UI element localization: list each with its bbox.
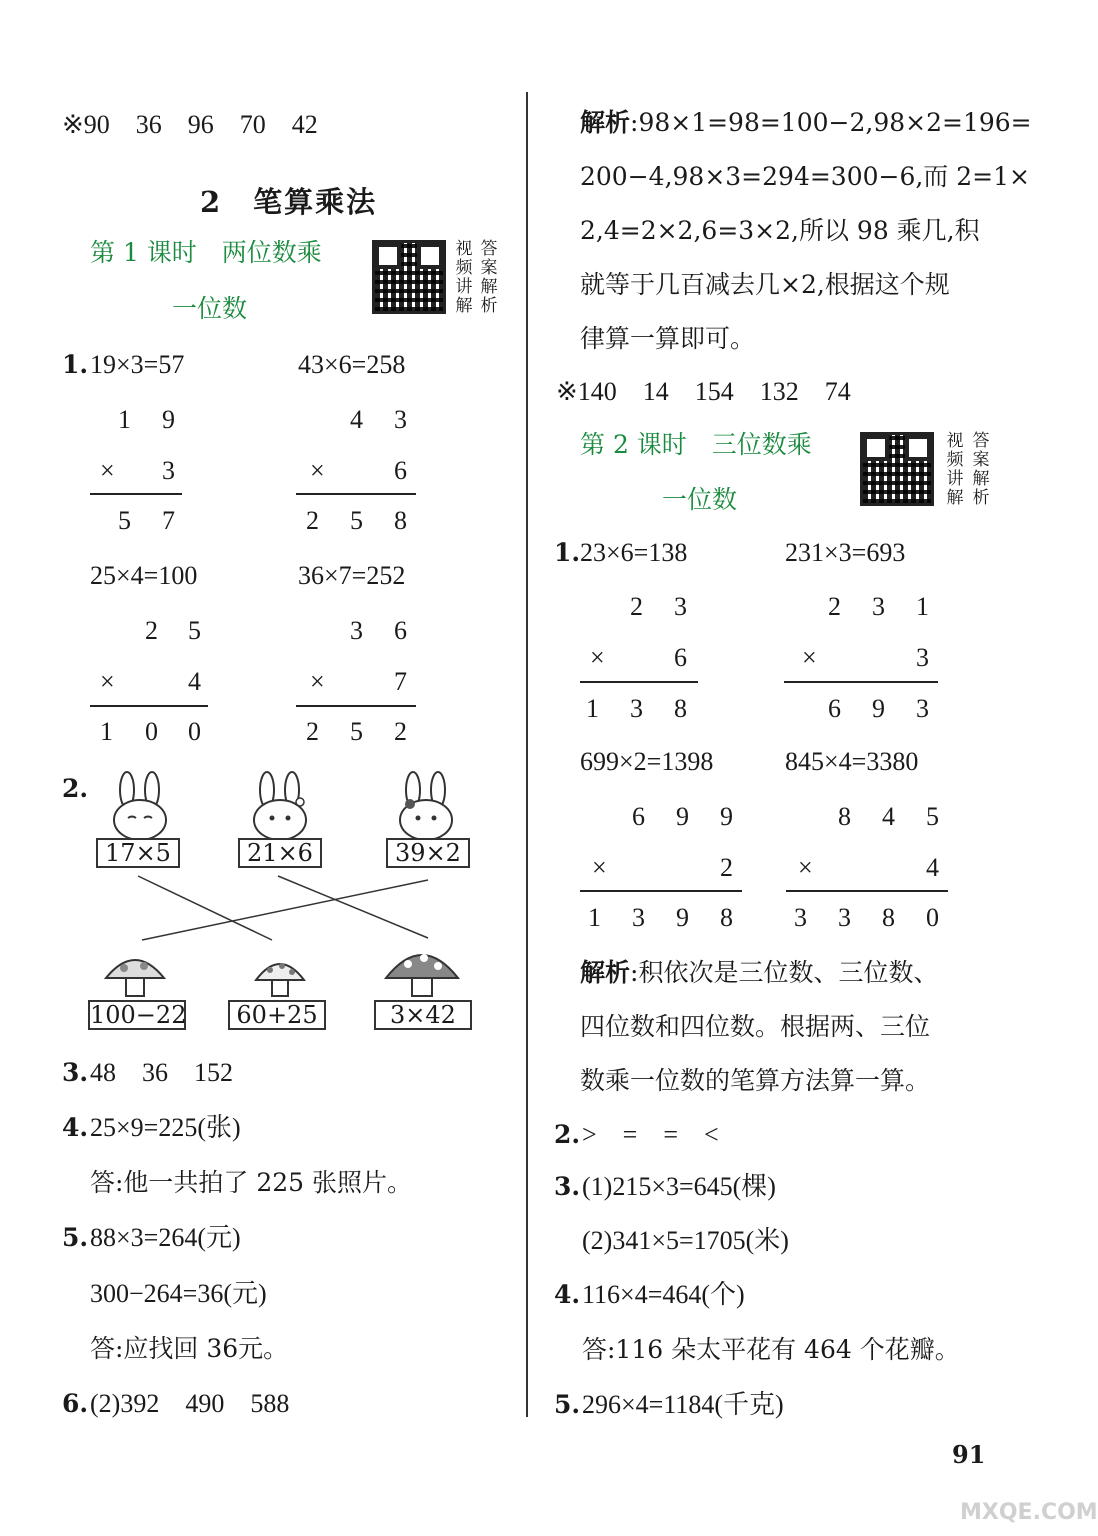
digit: 9	[676, 903, 689, 932]
times-sign: ×	[802, 643, 817, 672]
digit: 4	[882, 802, 895, 831]
digit: 8	[882, 903, 895, 932]
digit: 3	[632, 903, 645, 932]
digit: 5	[118, 506, 131, 535]
lesson-heading-2: 第 2 课时 三位数乘	[580, 430, 812, 459]
analysis-text: 数乘一位数的笔算方法算一算。	[580, 1066, 931, 1095]
digit: 5	[926, 802, 939, 831]
digit: 1	[118, 405, 131, 434]
answer-sentence: 答:116 朵太平花有 464 个花瓣。	[582, 1335, 960, 1364]
section-title: 2 笔算乘法	[200, 185, 378, 219]
equation: 116×4=464(个)	[582, 1280, 745, 1309]
question-number: 5.	[554, 1390, 581, 1419]
answer-sentence: 答:他一共拍了 225 张照片。	[90, 1168, 413, 1197]
digit: 3	[794, 903, 807, 932]
answer-text: 48 36 152	[90, 1058, 234, 1087]
matching-lines	[130, 872, 450, 944]
bunny-icon	[100, 772, 180, 838]
digit: 4	[188, 667, 201, 696]
question-number: 6.	[62, 1389, 89, 1418]
digit: 6	[394, 456, 407, 485]
digit: 2	[306, 506, 319, 535]
expression-box: 17×5	[96, 838, 180, 868]
digit: 3	[872, 592, 885, 621]
digit: 9	[872, 694, 885, 723]
mushroom-icon	[252, 954, 308, 1000]
analysis-text: :98×1=98=100−2,98×2=196=	[630, 108, 1032, 137]
qr-label-answer: 答案解析	[480, 239, 498, 316]
times-sign: ×	[592, 853, 607, 882]
lesson-heading-2-cont: 一位数	[662, 485, 738, 514]
answer-sentence: 答:应找回 36元。	[90, 1334, 289, 1363]
vertical-rule	[580, 681, 698, 683]
digit: 8	[674, 694, 687, 723]
question-number: 4.	[554, 1280, 581, 1309]
equation: 25×4=100	[90, 561, 198, 590]
times-sign: ×	[798, 853, 813, 882]
analysis-paragraph-2	[580, 958, 938, 988]
digit: 1	[588, 903, 601, 932]
question-number: 1.	[554, 538, 581, 567]
digit: 6	[828, 694, 841, 723]
digit: 8	[394, 506, 407, 535]
vertical-rule	[786, 890, 948, 892]
times-sign: ×	[100, 667, 115, 696]
lesson-heading-1-cont: 一位数	[172, 294, 248, 323]
answer-text: (2)392 490 588	[90, 1389, 290, 1418]
digit: 5	[350, 506, 363, 535]
digit: 4	[350, 405, 363, 434]
equation: (2)341×5=1705(米)	[582, 1226, 789, 1255]
digit: 0	[188, 717, 201, 746]
expression-box: 3×42	[374, 1000, 472, 1030]
analysis-label: 解析	[580, 108, 631, 137]
qr-label-video: 视频讲解	[455, 239, 473, 316]
column-divider	[526, 92, 528, 1417]
times-sign: ×	[310, 667, 325, 696]
question-number: 3.	[554, 1172, 581, 1201]
bunny-icon	[240, 772, 320, 838]
expression-box: 100−22	[90, 1001, 187, 1029]
digit: 2	[828, 592, 841, 621]
digit: 3	[838, 903, 851, 932]
digit: 1	[916, 592, 929, 621]
qr-code-icon[interactable]	[372, 240, 446, 314]
digit: 0	[145, 717, 158, 746]
analysis-text: :积依次是三位数、三位数、	[630, 958, 939, 987]
vertical-rule	[296, 705, 416, 707]
analysis-text: 2,4=2×2,6=3×2,所以 98 乘几,积	[580, 216, 980, 245]
digit: 3	[674, 592, 687, 621]
times-sign: ×	[310, 456, 325, 485]
digit: 0	[926, 903, 939, 932]
digit: 2	[306, 717, 319, 746]
equation: 36×7=252	[298, 561, 406, 590]
equation: 23×6=138	[580, 538, 688, 567]
digit: 6	[632, 802, 645, 831]
digit: 2	[394, 717, 407, 746]
digit: 9	[676, 802, 689, 831]
expression-box: 21×6	[238, 838, 322, 868]
equation: 25×9=225(张)	[90, 1113, 241, 1142]
star-answer-line: ※140 14 154 132 74	[556, 377, 851, 406]
digit: 3	[162, 456, 175, 485]
times-sign: ×	[100, 456, 115, 485]
digit: 6	[674, 643, 687, 672]
digit: 6	[394, 616, 407, 645]
equation: 19×3=57	[90, 350, 185, 379]
question-number: 2.	[554, 1120, 581, 1149]
question-number: 1.	[62, 350, 89, 379]
qr-label-answer: 答案解析	[972, 431, 990, 508]
vertical-rule	[90, 705, 208, 707]
page-number: 91	[952, 1440, 986, 1469]
lesson-heading-1: 第 1 课时 两位数乘	[90, 238, 322, 267]
digit: 9	[720, 802, 733, 831]
equation: (1)215×3=645(棵)	[582, 1172, 776, 1201]
digit: 8	[720, 903, 733, 932]
equation: 231×3=693	[785, 538, 906, 567]
vertical-rule	[580, 890, 742, 892]
equation: 300−264=36(元)	[90, 1279, 267, 1308]
equation: 845×4=3380	[785, 747, 919, 776]
expression-box: 60+25	[228, 1000, 326, 1030]
question-number: 2.	[62, 774, 89, 803]
qr-label-video: 视频讲解	[946, 431, 964, 508]
digit: 7	[162, 506, 175, 535]
analysis-text: 四位数和四位数。根据两、三位	[580, 1012, 931, 1041]
digit: 8	[838, 802, 851, 831]
times-sign: ×	[590, 643, 605, 672]
digit: 9	[162, 405, 175, 434]
digit: 3	[916, 694, 929, 723]
digit: 4	[926, 853, 939, 882]
digit: 5	[188, 616, 201, 645]
digit: 2	[145, 616, 158, 645]
vertical-rule	[90, 493, 182, 495]
digit: 1	[586, 694, 599, 723]
qr-code-icon[interactable]	[860, 432, 934, 506]
question-number: 4.	[62, 1113, 89, 1142]
mushroom-icon	[102, 948, 168, 1000]
vertical-rule	[296, 493, 416, 495]
bunny-icon	[386, 772, 466, 838]
analysis-text: 就等于几百减去几×2,根据这个规	[580, 270, 950, 299]
expression-box: 39×2	[386, 838, 470, 868]
digit: 1	[100, 717, 113, 746]
analysis-paragraph-1	[580, 108, 1032, 138]
digit: 7	[394, 667, 407, 696]
vertical-rule	[784, 681, 938, 683]
analysis-text: 律算一算即可。	[580, 324, 756, 353]
digit: 5	[350, 717, 363, 746]
answer-text: > = = <	[582, 1120, 719, 1149]
equation: 43×6=258	[298, 350, 406, 379]
digit: 2	[720, 853, 733, 882]
digit: 3	[630, 694, 643, 723]
star-answer-line: ※90 36 96 70 42	[62, 110, 318, 139]
question-number: 5.	[62, 1223, 89, 1252]
digit: 3	[394, 405, 407, 434]
analysis-text: 200−4,98×3=294=300−6,而 2=1×	[580, 162, 1030, 191]
digit: 3	[350, 616, 363, 645]
digit: 2	[630, 592, 643, 621]
analysis-label: 解析	[580, 958, 631, 987]
equation: 296×4=1184(千克)	[582, 1390, 784, 1419]
mushroom-icon	[382, 940, 462, 1000]
question-number: 3.	[62, 1058, 89, 1087]
equation: 699×2=1398	[580, 747, 714, 776]
equation: 88×3=264(元)	[90, 1223, 241, 1252]
watermark: MXQE.COM	[960, 1500, 1098, 1525]
digit: 3	[916, 643, 929, 672]
